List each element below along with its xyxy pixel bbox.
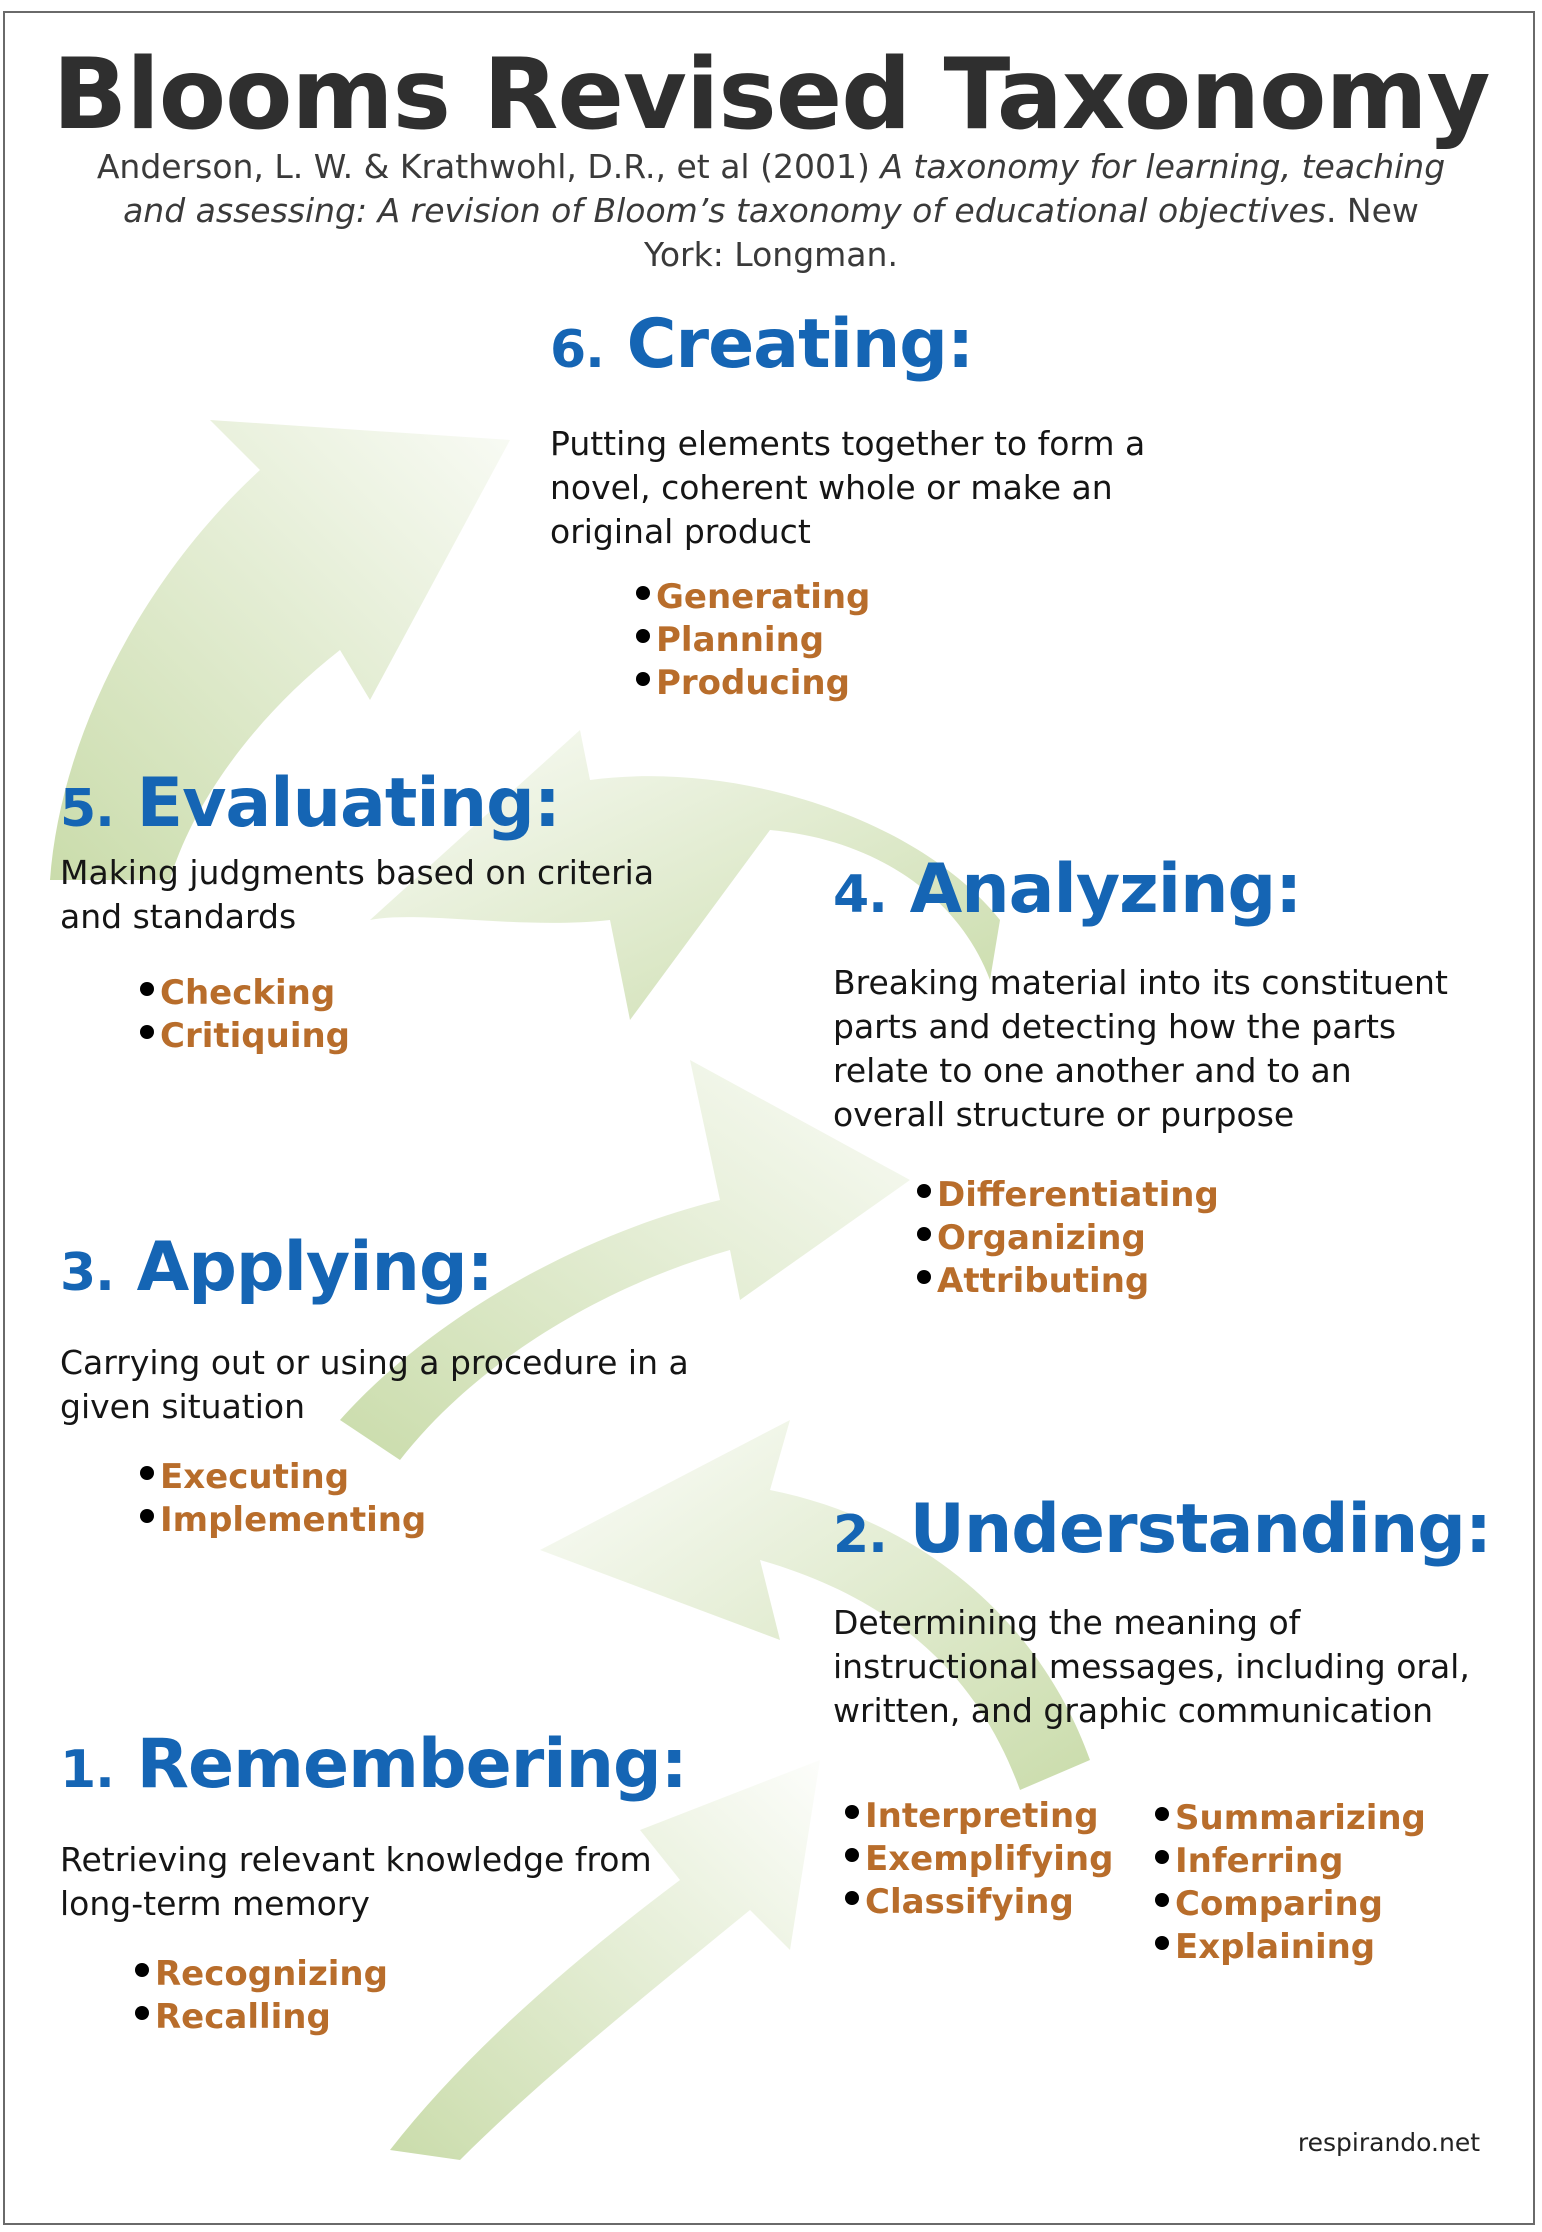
list-item: Comparing bbox=[1155, 1883, 1426, 1926]
citation bbox=[80, 145, 1462, 277]
level-name: Understanding: bbox=[909, 1490, 1492, 1569]
level-name: Applying: bbox=[136, 1228, 493, 1307]
level-applying bbox=[60, 1228, 720, 1429]
list-item: Interpreting bbox=[845, 1795, 1113, 1838]
page-title: Blooms Revised Taxonomy bbox=[52, 38, 1490, 152]
level-name: Analyzing: bbox=[909, 850, 1302, 929]
bullet-icon bbox=[1155, 1936, 1169, 1950]
level-description: Retrieving relevant knowledge from long-term memory bbox=[60, 1840, 652, 1923]
list-item: Attributing bbox=[917, 1260, 1219, 1303]
bullet-icon bbox=[135, 2006, 149, 2020]
verb-list-understanding bbox=[845, 1795, 1113, 1924]
list-item: Exemplifying bbox=[845, 1838, 1113, 1881]
list-item: Classifying bbox=[845, 1881, 1113, 1924]
list-item: Summarizing bbox=[1155, 1797, 1426, 1840]
level-name: Evaluating: bbox=[136, 764, 560, 843]
level-description: Determining the meaning of instructional messages, including oral, written, and graphic communication bbox=[833, 1603, 1470, 1730]
verb-list-understanding-2 bbox=[1155, 1797, 1426, 1969]
verb-list-remembering bbox=[135, 1953, 388, 2039]
level-creating bbox=[550, 305, 1190, 554]
bullet-icon bbox=[917, 1227, 931, 1241]
level-name: Remembering: bbox=[136, 1725, 687, 1804]
list-item: Executing bbox=[140, 1456, 426, 1499]
bullet-icon bbox=[140, 1025, 154, 1039]
bullet-icon bbox=[845, 1805, 859, 1819]
citation-work: A taxonomy for learning, teaching and assessing: A revision of Bloom’s taxonomy of educational objectives bbox=[123, 147, 1446, 230]
level-heading bbox=[833, 850, 1473, 935]
level-description: Breaking material into its constituent parts and detecting how the parts relate to one another and to an overall structure or purpose bbox=[833, 963, 1448, 1134]
credit: respirando.net bbox=[1297, 2128, 1480, 2157]
bullet-icon bbox=[140, 1509, 154, 1523]
list-item: Differentiating bbox=[917, 1174, 1219, 1217]
verb-list-applying bbox=[140, 1456, 426, 1542]
bullet-icon bbox=[636, 586, 650, 600]
citation-authors: Anderson, L. W. & Krathwohl, D.R., et al (2001) bbox=[96, 147, 870, 186]
list-item: Recalling bbox=[135, 1996, 388, 2039]
level-number: 4. bbox=[833, 865, 887, 925]
level-heading bbox=[60, 1228, 720, 1313]
bullet-icon bbox=[140, 1466, 154, 1480]
list-item: Recognizing bbox=[135, 1953, 388, 1996]
list-item: Planning bbox=[636, 619, 870, 662]
citation-publisher: . New York: Longman. bbox=[644, 191, 1419, 274]
list-item: Implementing bbox=[140, 1499, 426, 1542]
bullet-icon bbox=[1155, 1850, 1169, 1864]
bullet-icon bbox=[917, 1270, 931, 1284]
level-number: 5. bbox=[60, 779, 114, 839]
bullet-icon bbox=[636, 629, 650, 643]
level-heading bbox=[833, 1490, 1493, 1575]
level-understanding bbox=[833, 1490, 1493, 1733]
level-analyzing bbox=[833, 850, 1473, 1137]
verb-list-evaluating bbox=[140, 972, 350, 1058]
level-heading bbox=[550, 305, 1190, 390]
bullet-icon bbox=[1155, 1807, 1169, 1821]
list-item: Inferring bbox=[1155, 1840, 1426, 1883]
bullet-icon bbox=[140, 982, 154, 996]
level-evaluating bbox=[60, 764, 680, 939]
level-heading bbox=[60, 764, 680, 849]
list-item: Organizing bbox=[917, 1217, 1219, 1260]
level-description: Making judgments based on criteria and standards bbox=[60, 853, 655, 936]
verb-list-analyzing bbox=[917, 1174, 1219, 1303]
list-item: Critiquing bbox=[140, 1015, 350, 1058]
level-description: Carrying out or using a procedure in a given situation bbox=[60, 1343, 689, 1426]
level-name: Creating: bbox=[626, 305, 974, 384]
list-item: Producing bbox=[636, 662, 870, 705]
level-number: 6. bbox=[550, 320, 604, 380]
bullet-icon bbox=[636, 672, 650, 686]
level-heading bbox=[60, 1725, 700, 1810]
level-number: 2. bbox=[833, 1505, 887, 1565]
level-number: 1. bbox=[60, 1740, 114, 1800]
list-item: Checking bbox=[140, 972, 350, 1015]
bullet-icon bbox=[845, 1848, 859, 1862]
list-item: Generating bbox=[636, 576, 870, 619]
bullet-icon bbox=[1155, 1893, 1169, 1907]
bullet-icon bbox=[845, 1891, 859, 1905]
bullet-icon bbox=[917, 1184, 931, 1198]
level-number: 3. bbox=[60, 1243, 114, 1303]
verb-list-creating bbox=[636, 576, 870, 705]
level-description: Putting elements together to form a novel, coherent whole or make an original product bbox=[550, 424, 1146, 551]
list-item: Explaining bbox=[1155, 1926, 1426, 1969]
bullet-icon bbox=[135, 1963, 149, 1977]
level-remembering bbox=[60, 1725, 700, 1926]
